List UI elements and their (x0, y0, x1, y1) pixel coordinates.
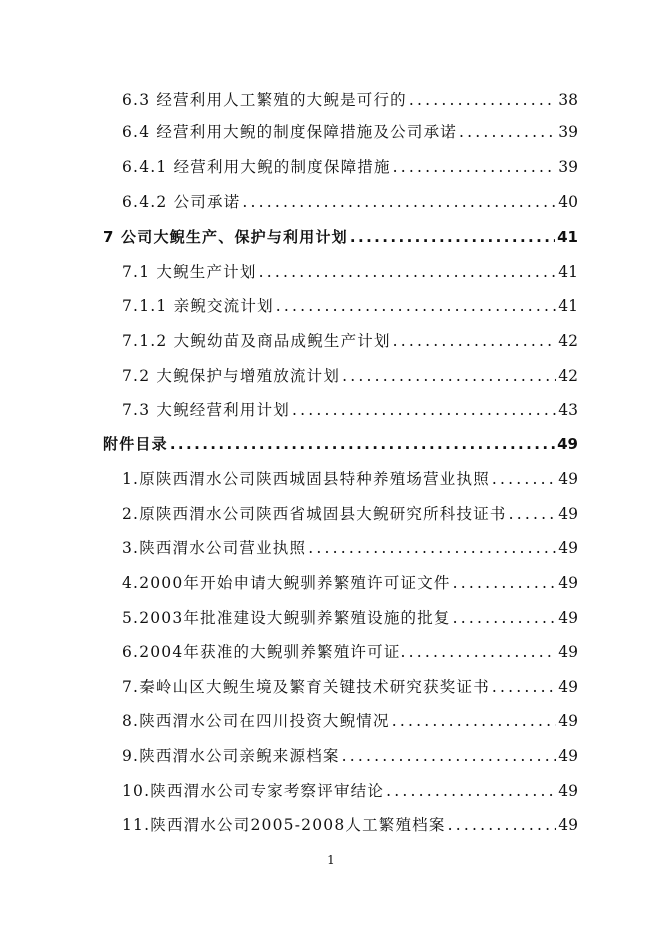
toc-entry-page: 49 (558, 747, 578, 765)
toc-entry-appendix-10[interactable] (122, 779, 578, 801)
toc-entry-text: 6.2004年获准的大鲵驯养繁殖许可证. (122, 643, 407, 661)
toc-entry-page: 49 (558, 678, 578, 696)
toc-leader-dots (242, 192, 556, 212)
toc-leader-dots (453, 608, 557, 628)
toc-entry-appendix-6[interactable] (122, 640, 578, 662)
toc-entry-7-2[interactable] (122, 364, 578, 386)
toc-entry-text: 7.2 大鲵保护与增殖放流计划 (122, 367, 341, 385)
toc-entry-page: 49 (558, 539, 578, 557)
toc-entry-7-1-1[interactable] (122, 294, 578, 316)
toc-entry-page: 49 (558, 574, 578, 592)
toc-entry-appendix-4[interactable] (122, 571, 578, 593)
toc-leader-dots (342, 366, 556, 386)
toc-leader-dots (409, 642, 557, 662)
toc-entry-page: 41 (558, 297, 578, 315)
toc-entry-appendix-7[interactable] (122, 675, 578, 697)
toc-entry-appendix[interactable] (103, 432, 578, 454)
toc-entry-text: 1.原陕西渭水公司陕西城固县特种养殖场营业执照 (122, 470, 490, 488)
toc-entry-appendix-3[interactable] (122, 536, 578, 558)
toc-leader-dots (459, 122, 556, 142)
toc-entry-6-4[interactable] (122, 120, 578, 142)
toc-entry-page: 49 (558, 816, 578, 834)
toc-entry-text: 7.1 大鲵生产计划 (122, 263, 257, 281)
toc-entry-6-4-1[interactable] (122, 155, 578, 177)
toc-entry-text: 7.秦岭山区大鲵生境及繁育关键技术研究获奖证书 (122, 678, 490, 696)
toc-leader-dots (492, 469, 556, 489)
toc-entry-page: 40 (558, 193, 578, 211)
toc-entry-page: 41 (558, 263, 578, 281)
page-number: 1 (327, 853, 335, 867)
toc-entry-text: 7.1.2 大鲵幼苗及商品成鲵生产计划 (122, 332, 391, 350)
toc-entry-text: 10.陕西渭水公司专家考察评审结论 (122, 782, 385, 800)
toc-entry-page: 43 (558, 401, 578, 419)
toc-entry-appendix-8[interactable] (122, 709, 578, 731)
toc-entry-appendix-9[interactable] (122, 744, 578, 766)
toc-entry-text: 6.4 经营利用大鲵的制度保障措施及公司承诺 (122, 123, 457, 141)
toc-entry-page: 49 (558, 712, 578, 730)
toc-entry-page: 49 (558, 643, 578, 661)
toc-leader-dots (386, 781, 556, 801)
toc-entry-text: 附件目录 (103, 435, 168, 453)
toc-entry-text: 6.4.2 公司承诺 (122, 193, 241, 211)
toc-entry-page: 49 (558, 470, 578, 488)
toc-entry-text: 6.3 经营利用人工繁殖的大鲵是可行的 (122, 91, 407, 109)
toc-entry-text: 11.陕西渭水公司2005-2008人工繁殖档案 (122, 816, 446, 834)
toc-entry-7-3[interactable] (122, 398, 578, 420)
toc-leader-dots (292, 400, 556, 420)
toc-leader-dots (342, 746, 557, 766)
toc-entry-7-1-2[interactable] (122, 329, 578, 351)
toc-leader-dots (259, 262, 557, 282)
toc-entry-text: 7 公司大鲵生产、保护与利用计划 (103, 228, 348, 246)
toc-leader-dots (393, 331, 557, 351)
toc-entry-appendix-11[interactable] (122, 813, 578, 835)
toc-entry-page: 42 (558, 332, 578, 350)
toc-entry-appendix-1[interactable] (122, 467, 578, 489)
toc-entry-text: 4.2000年开始申请大鲵驯养繁殖许可证文件 (122, 574, 451, 592)
toc-entry-page: 38 (558, 91, 578, 109)
toc-entry-page: 49 (558, 505, 578, 523)
toc-entry-6-3[interactable] (122, 88, 578, 110)
toc-entry-appendix-5[interactable] (122, 606, 578, 628)
toc-leader-dots (448, 815, 557, 835)
toc-leader-dots (492, 677, 556, 697)
toc-leader-dots (276, 296, 556, 316)
toc-leader-dots (453, 573, 557, 593)
toc-entry-page: 49 (558, 609, 578, 627)
toc-entry-text: 5.2003年批准建设大鲵驯养繁殖设施的批复 (122, 609, 451, 627)
toc-leader-dots (409, 90, 556, 110)
toc-entry-page: 39 (558, 123, 578, 141)
toc-entry-text: 7.3 大鲵经营利用计划 (122, 401, 290, 419)
toc-entry-text: 2.原陕西渭水公司陕西省城固县大鲵研究所科技证书 (122, 505, 507, 523)
toc-entry-6-4-2[interactable] (122, 190, 578, 212)
toc-leader-dots (308, 538, 556, 558)
toc-entry-page: 49 (557, 435, 578, 453)
toc-entry-text: 6.4.1 经营利用大鲵的制度保障措施 (122, 158, 391, 176)
toc-entry-page: 42 (558, 367, 578, 385)
toc-entry-chapter-7[interactable] (103, 225, 578, 247)
toc-entry-text: 9.陕西渭水公司亲鲵来源档案 (122, 747, 340, 765)
toc-entry-text: 3.陕西渭水公司营业执照 (122, 539, 307, 557)
toc-entry-text: 7.1.1 亲鲵交流计划 (122, 297, 274, 315)
toc-entry-text: 8.陕西渭水公司在四川投资大鲵情况 (122, 712, 390, 730)
toc-leader-dots (170, 434, 555, 454)
toc-entry-page: 41 (557, 228, 578, 246)
toc-leader-dots (509, 504, 557, 524)
toc-entry-page: 49 (558, 782, 578, 800)
toc-leader-dots (350, 227, 555, 247)
toc-leader-dots (392, 711, 557, 731)
toc-entry-page: 39 (558, 158, 578, 176)
toc-entry-appendix-2[interactable] (122, 502, 578, 524)
toc-leader-dots (393, 157, 557, 177)
toc-entry-7-1[interactable] (122, 260, 578, 282)
